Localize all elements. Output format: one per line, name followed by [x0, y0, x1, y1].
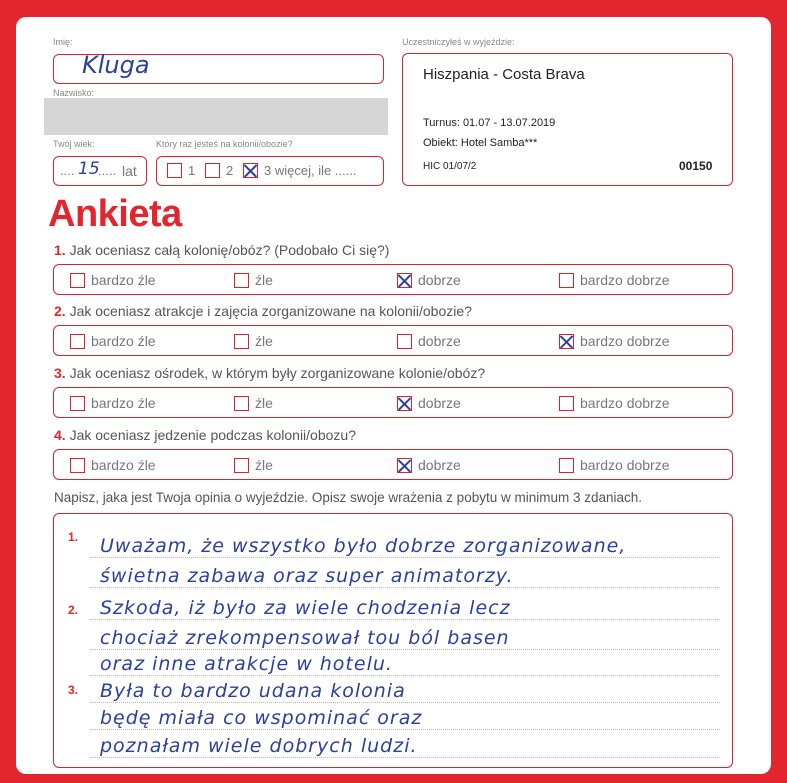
opinion-number: 3. [68, 683, 79, 697]
question-2 [54, 303, 472, 319]
trip-turnus: Turnus: 01.07 - 13.07.2019 [423, 117, 556, 129]
question-1 [54, 242, 389, 258]
trip-number: 00150 [679, 159, 713, 173]
rating-option-label: bardzo źle [91, 272, 156, 288]
checkbox[interactable] [205, 163, 220, 178]
opinion-line: chociaż zrekompensował tou ból basen [100, 627, 510, 649]
wiek-label: Twój wiek: [53, 139, 95, 149]
rating-option[interactable] [397, 457, 461, 473]
wiek-field[interactable]: .... 15 ..... lat [53, 156, 147, 186]
checkbox[interactable] [234, 334, 249, 349]
rating-option-label: bardzo dobrze [580, 395, 670, 411]
rating-option-label: źle [255, 395, 273, 411]
uczestniczyles-label: Uczestniczyłeś w wyjeździe: [402, 37, 515, 47]
rating-option[interactable] [234, 395, 273, 411]
imie-label: Imię: [53, 37, 73, 47]
opinion-line: Szkoda, iż było za wiele chodzenia lecz [100, 597, 511, 619]
checkbox[interactable] [559, 396, 574, 411]
checkbox[interactable] [167, 163, 182, 178]
checkbox[interactable] [397, 458, 412, 473]
ruled-line [90, 702, 720, 703]
trip-info-box [402, 53, 733, 186]
rating-option-label: bardzo dobrze [580, 272, 670, 288]
times-option-3[interactable] [243, 163, 356, 178]
ruled-line [90, 675, 720, 676]
checkbox[interactable] [70, 396, 85, 411]
trip-code: HIC 01/07/2 [423, 161, 477, 172]
trip-obiekt: Obiekt: Hotel Samba*** [423, 137, 538, 149]
rating-option-label: bardzo dobrze [580, 333, 670, 349]
checkbox[interactable] [559, 458, 574, 473]
checkbox[interactable] [397, 273, 412, 288]
times-field [156, 156, 384, 186]
opinion-line: Uważam, że wszystko było dobrze zorganizowane, [100, 535, 627, 557]
checkbox[interactable] [234, 458, 249, 473]
question-number: 3. [54, 365, 66, 381]
rating-option[interactable] [234, 272, 273, 288]
rating-option[interactable] [70, 272, 156, 288]
rating-option-label: dobrze [418, 395, 461, 411]
opinion-number: 2. [68, 603, 79, 617]
rating-option-label: źle [255, 457, 273, 473]
checkbox[interactable] [243, 163, 258, 178]
rating-option-label: dobrze [418, 272, 461, 288]
rating-option[interactable] [234, 457, 273, 473]
question-number: 4. [54, 427, 66, 443]
opinion-line: świetna zabawa oraz super animatorzy. [100, 565, 514, 587]
checkbox[interactable] [397, 396, 412, 411]
rating-option[interactable] [559, 272, 670, 288]
opinion-number: 1. [68, 530, 79, 544]
question-3 [54, 365, 485, 381]
rating-option-label: źle [255, 272, 273, 288]
checkbox[interactable] [70, 458, 85, 473]
opinion-line: Była to bardzo udana kolonia [100, 680, 406, 702]
ruled-line [90, 557, 720, 558]
trip-destination: Hiszpania - Costa Brava [423, 66, 585, 83]
rating-option-label: bardzo źle [91, 457, 156, 473]
question-text: Jak oceniasz całą kolonię/obóz? (Podobało Ci się?) [69, 242, 390, 258]
rating-option[interactable] [70, 457, 156, 473]
wiek-value: 15 [78, 159, 100, 179]
rating-option[interactable] [397, 395, 461, 411]
rating-option[interactable] [559, 457, 670, 473]
lat-label: lat [122, 163, 137, 179]
question-text: Jak oceniasz ośrodek, w którym były zorganizowane kolonie/obóz? [69, 365, 486, 381]
rating-option-label: źle [255, 333, 273, 349]
times-option-2[interactable] [205, 163, 233, 178]
survey-title: Ankieta [48, 193, 182, 235]
rating-option[interactable] [397, 272, 461, 288]
question-text: Jak oceniasz jedzenie podczas kolonii/obozu? [69, 427, 356, 443]
ruled-line [90, 587, 720, 588]
rating-option-label: bardzo źle [91, 333, 156, 349]
times-option-label: 2 [226, 163, 234, 178]
checkbox[interactable] [559, 273, 574, 288]
nazwisko-label: Nazwisko: [53, 88, 95, 98]
checkbox[interactable] [70, 334, 85, 349]
rating-option[interactable] [559, 395, 670, 411]
opinion-line: będę miała co wspominać oraz [100, 707, 423, 729]
rating-option[interactable] [70, 333, 156, 349]
imie-value: Kluga [82, 51, 150, 79]
opinion-prompt: Napisz, jaka jest Twoja opinia o wyjeździe. Opisz swoje wrażenia z pobytu w minimum 3 zdaniach. [54, 490, 643, 505]
ktory-raz-label: Który raz jesteś na kolonii/obozie? [156, 139, 293, 149]
rating-option[interactable] [70, 395, 156, 411]
rating-option-label: dobrze [418, 333, 461, 349]
times-option-label: 1 [188, 163, 196, 178]
ruled-line [90, 729, 720, 730]
rating-option-label: bardzo źle [91, 395, 156, 411]
ruled-line [90, 649, 720, 650]
opinion-line: oraz inne atrakcje w hotelu. [100, 653, 393, 675]
checkbox[interactable] [70, 273, 85, 288]
rating-option[interactable] [234, 333, 273, 349]
checkbox[interactable] [559, 334, 574, 349]
rating-option[interactable] [397, 333, 461, 349]
rating-option-label: dobrze [418, 457, 461, 473]
times-option-label: 3 więcej, ile ...... [264, 163, 357, 178]
question-number: 1. [54, 242, 66, 258]
checkbox[interactable] [234, 273, 249, 288]
ruled-line [90, 619, 720, 620]
question-text: Jak oceniasz atrakcje i zajęcia zorganizowane na kolonii/obozie? [69, 303, 472, 319]
rating-option-label: bardzo dobrze [580, 457, 670, 473]
checkbox[interactable] [397, 334, 412, 349]
imie-field[interactable] [53, 51, 384, 84]
question-4 [54, 427, 356, 443]
question-number: 2. [54, 303, 66, 319]
times-option-1[interactable] [167, 163, 195, 178]
opinion-line: poznałam wiele dobrych ludzi. [100, 735, 418, 757]
ruled-line [90, 757, 720, 758]
redacted-surname [44, 98, 388, 135]
checkbox[interactable] [234, 396, 249, 411]
rating-option[interactable] [559, 333, 670, 349]
